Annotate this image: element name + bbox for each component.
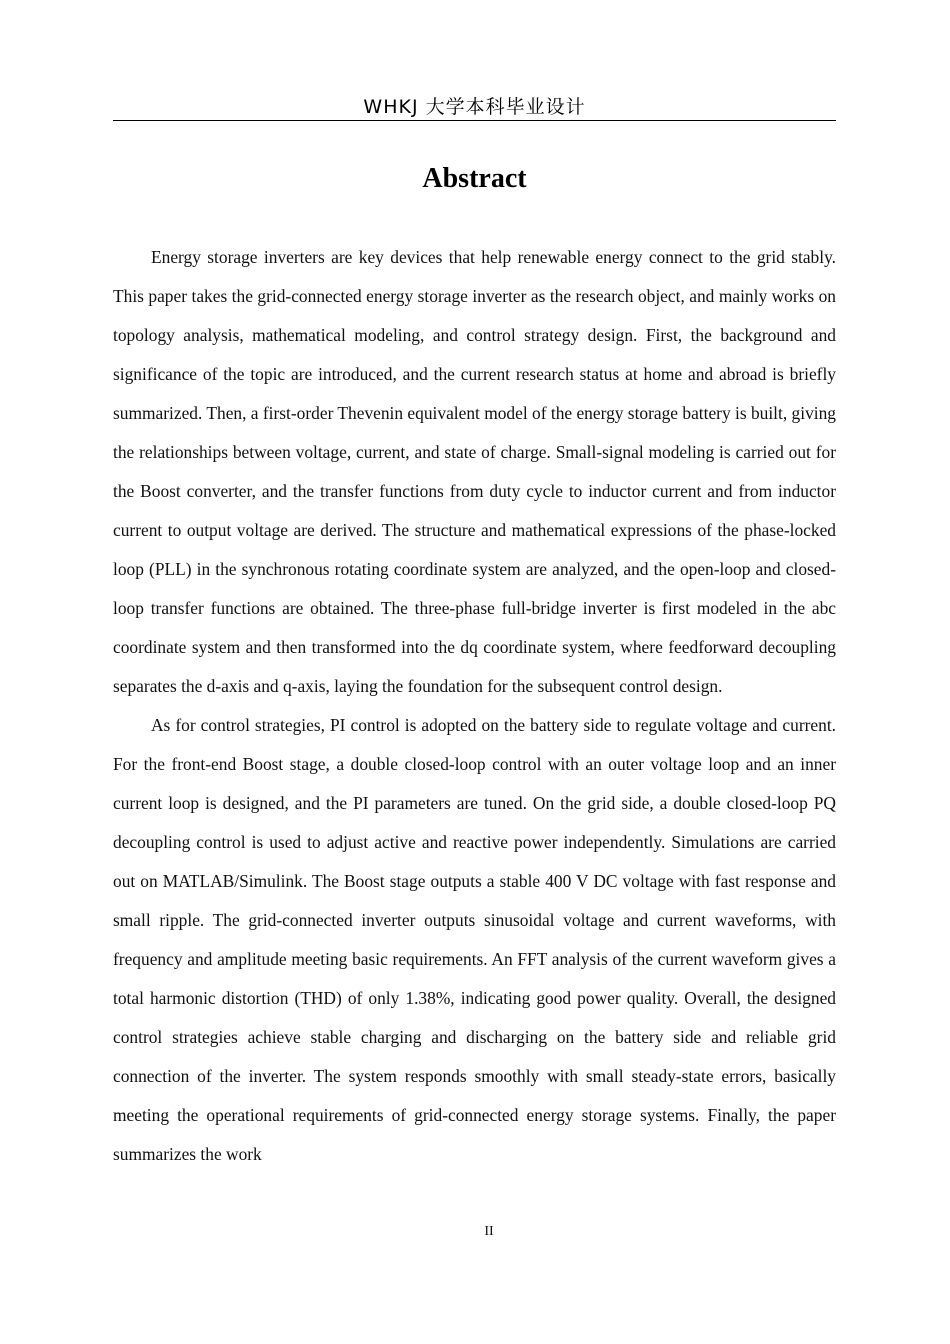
page-title: Abstract xyxy=(422,163,527,194)
abstract-paragraph-2: As for control strategies, PI control is adopted on the battery side to regulate voltage and current. For the front-end Boost stage, a double closed-loop control with an outer voltage loop and an inner current loop is designed, and the PI parameters are tuned. On the grid side, a double closed-loop PQ decoupling control is used to adjust active and reactive power independently. Simulations are carried out on MATLAB/Simulink. The Boost stage outputs a stable 400 V DC voltage with fast response and small ripple. The grid-connected inverter outputs sinusoidal voltage and current waveforms, with frequency and amplitude meeting basic requirements. An FFT analysis of the current waveform gives a total harmonic distortion (THD) of only 1.38%, indicating good power quality. Overall, the designed control strategies achieve stable charging and discharging on the battery side and reliable grid connection of the inverter. The system responds smoothly with small steady-state errors, basically meeting the operational requirements of grid-connected energy storage systems. Finally, the paper summarizes the work xyxy=(113,715,836,1164)
header-text: WHKJ 大学本科毕业设计 xyxy=(363,96,586,118)
abstract-body xyxy=(113,238,836,1174)
abstract-paragraph-1: Energy storage inverters are key devices that help renewable energy connect to the grid stably. This paper takes the grid-connected energy storage inverter as the research object, and mainly works on topology analysis, mathematical modeling, and control strategy design. First, the background and significance of the topic are introduced, and the current research status at home and abroad is briefly summarized. Then, a first-order Thevenin equivalent model of the energy storage battery is built, giving the relationships between voltage, current, and state of charge. Small-signal modeling is carried out for the Boost converter, and the transfer functions from duty cycle to inductor current and from inductor current to output voltage are derived. The structure and mathematical expressions of the phase-locked loop (PLL) in the synchronous rotating coordinate system are analyzed, and the open-loop and closed-loop transfer functions are obtained. The three-phase full-bridge inverter is first modeled in the abc coordinate system and then transformed into the dq coordinate system, where feedforward decoupling separates the d-axis and q-axis, laying the foundation for the subsequent control design. xyxy=(113,247,836,696)
page-header xyxy=(113,94,836,121)
page-number: II xyxy=(484,1224,494,1239)
